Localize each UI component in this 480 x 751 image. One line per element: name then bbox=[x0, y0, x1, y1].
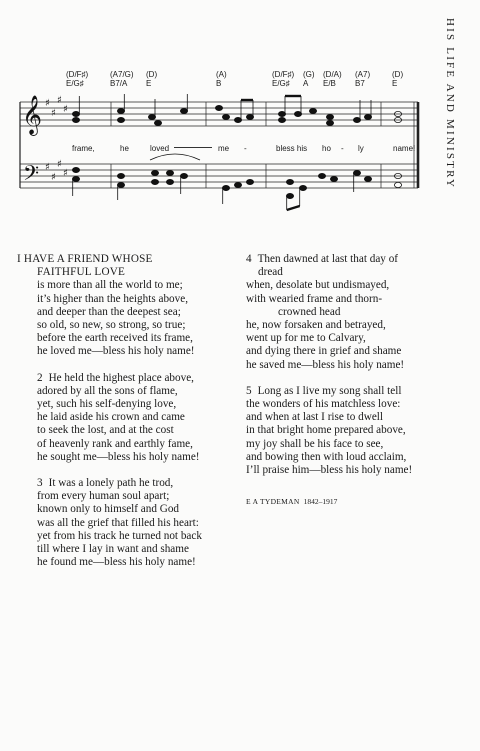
attribution bbox=[226, 495, 438, 508]
lyric-word: - bbox=[244, 144, 247, 153]
svg-text:♯: ♯ bbox=[51, 108, 56, 119]
svg-text:♯: ♯ bbox=[45, 98, 50, 109]
lyric-word: loved bbox=[150, 144, 170, 153]
lyric-word: - bbox=[341, 144, 344, 153]
svg-text:♯: ♯ bbox=[51, 172, 56, 183]
hymn-text-right bbox=[226, 253, 438, 521]
verse-4: 4 Then dawned at last that day of dread when, desolate but undismayed, with wearied frame and thorn- crowned head he, now forsaken and betrayed, went up for me to Calvary, and dying there in grief and shame he saved me—bless his holy name! bbox=[246, 253, 405, 371]
verse-number: 5 bbox=[246, 384, 252, 397]
svg-text:♯: ♯ bbox=[63, 104, 68, 115]
hymn-text-left bbox=[17, 253, 232, 582]
svg-text:♯: ♯ bbox=[57, 159, 62, 170]
svg-text:𝄞: 𝄞 bbox=[22, 95, 43, 135]
chord-4: (A) B bbox=[216, 70, 227, 88]
verse-number: 3 bbox=[37, 477, 43, 490]
staff-notation bbox=[0, 0, 440, 215]
verse-2: 2 He held the highest place above, adored by all the sons of flame, yet, such his self-denying love, he laid aside his crown and came to seek the lost, and at the cost of heavenly rank and earthly fame, he sought me—bless his holy name! bbox=[37, 371, 200, 463]
lyric-word: he bbox=[120, 144, 129, 153]
lyric-word: ly bbox=[358, 144, 364, 153]
verse-number: 2 bbox=[37, 371, 43, 384]
verse-number: 4 bbox=[246, 253, 252, 265]
lyric-word: frame, bbox=[72, 144, 95, 153]
lyric-word: name! bbox=[393, 144, 416, 153]
lyric-word: ho bbox=[322, 144, 331, 153]
lyric-word: me bbox=[218, 144, 230, 153]
lyric-word: bless his bbox=[276, 144, 308, 153]
music-score bbox=[0, 0, 440, 215]
chord-5: (D/F♯) E/G♯ bbox=[272, 70, 295, 88]
chord-1: (D/F♯) E/G♯ bbox=[66, 70, 89, 88]
chord-9: (D) E bbox=[392, 70, 404, 88]
author-name: E A TYDEMAN bbox=[246, 497, 300, 507]
chord-2: (A7/G) B7/A bbox=[110, 70, 134, 88]
section-title: HIS LIFE AND MINISTRY bbox=[444, 18, 456, 190]
svg-text:𝄢: 𝄢 bbox=[23, 161, 40, 190]
chord-3: (D) E bbox=[146, 70, 158, 88]
author-dates: 1842–1917 bbox=[303, 497, 338, 507]
svg-text:♯: ♯ bbox=[57, 95, 62, 106]
chord-8: (A7) B7 bbox=[355, 70, 371, 88]
verse-1: I HAVE A FRIEND WHOSE FAITHFUL LOVE is more than all the world to me; it’s higher than the heights above, and deeper than the deepest sea; so old, so new, so strong, so true; before the earth received its frame, he loved me—bless his holy name! bbox=[17, 253, 195, 358]
verse-5: 5 Long as I live my song shall tell the wonders of his matchless love: and when at last I rise to dwell in that bright home prepared above, my joy shall be his face to see, and bowing then with loud acclaim, I’ll praise him—bless his holy name! bbox=[246, 384, 413, 477]
chord-6: (G) A bbox=[303, 70, 315, 88]
chord-7: (D/A) E/B bbox=[323, 70, 342, 88]
verse-3: 3 It was a lonely path he trod, from every human soul apart; known only to himself and God was all the grief that filled his heart: yet from his track he turned not back till where I lay in want and shame he found me—bless his holy name! bbox=[37, 477, 202, 569]
svg-text:♯: ♯ bbox=[45, 162, 50, 173]
svg-text:♯: ♯ bbox=[63, 168, 68, 179]
